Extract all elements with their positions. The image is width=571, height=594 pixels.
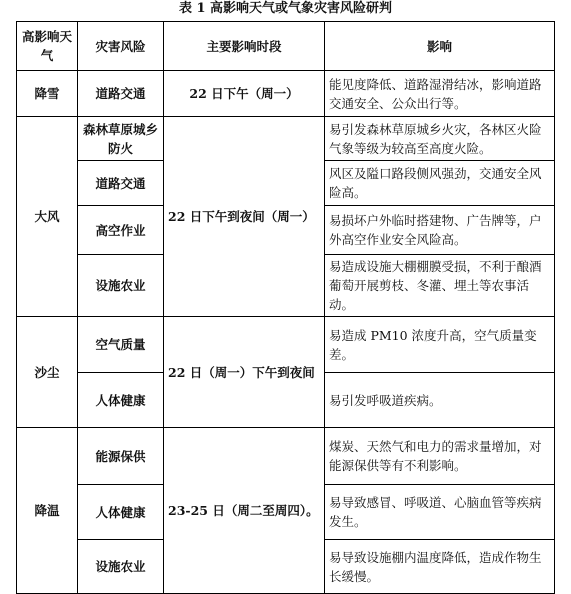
time-cell: 22 日下午（周一） — [164, 71, 325, 117]
impact-cell: 煤炭、天然气和电力的需求量增加，对能源保供等有不利影响。 — [325, 428, 555, 485]
impact-cell: 易导致感冒、呼吸道、心脑血管等疾病发生。 — [325, 485, 555, 540]
weather-cell: 降雪 — [17, 71, 78, 117]
risk-cell: 能源保供 — [78, 428, 164, 485]
impact-cell: 易引发森林草原城乡火灾，各林区火险气象等级为较高至高度火险。 — [325, 117, 555, 161]
table-row — [17, 317, 555, 373]
impact-cell: 易造成 PM10 浓度升高，空气质量变差。 — [325, 317, 555, 373]
impact-cell: 易引发呼吸道疾病。 — [325, 373, 555, 428]
weather-cell: 沙尘 — [17, 317, 78, 428]
time-cell: 22 日（周一）下午到夜间 — [164, 317, 325, 428]
time-cell: 22 日下午到夜间（周一） — [164, 117, 325, 317]
risk-cell: 设施农业 — [78, 540, 164, 594]
table-row — [17, 117, 555, 161]
header-risk: 灾害风险 — [78, 22, 164, 71]
table-row — [17, 428, 555, 485]
time-cell: 23-25 日（周二至周四）。 — [164, 428, 325, 594]
table-caption: 表 1 高影响天气或气象灾害风险研判 — [178, 1, 393, 16]
impact-cell: 能见度降低、道路湿滑结冰，影响道路交通安全、公众出行等。 — [325, 71, 555, 117]
risk-cell: 人体健康 — [78, 485, 164, 540]
table-row — [17, 71, 555, 117]
header-time: 主要影响时段 — [164, 22, 325, 71]
impact-cell: 风区及隘口路段侧风强劲，交通安全风险高。 — [325, 161, 555, 206]
risk-cell: 高空作业 — [78, 206, 164, 255]
risk-cell: 森林草原城乡防火 — [78, 117, 164, 161]
risk-cell: 人体健康 — [78, 373, 164, 428]
impact-cell: 易导致设施棚内温度降低，造成作物生长缓慢。 — [325, 540, 555, 594]
risk-cell: 道路交通 — [78, 161, 164, 206]
header-weather: 高影响天气 — [17, 22, 78, 71]
risk-assessment-table — [16, 21, 555, 594]
impact-cell: 易损坏户外临时搭建物、广告牌等，户外高空作业安全风险高。 — [325, 206, 555, 255]
weather-cell: 大风 — [17, 117, 78, 317]
risk-cell: 空气质量 — [78, 317, 164, 373]
risk-cell: 道路交通 — [78, 71, 164, 117]
weather-cell: 降温 — [17, 428, 78, 594]
table-header-row — [17, 22, 555, 71]
header-impact: 影响 — [325, 22, 555, 71]
risk-cell: 设施农业 — [78, 255, 164, 317]
impact-cell: 易造成设施大棚棚膜受损，不利于酿酒葡萄开展剪枝、冬灌、埋土等农事活动。 — [325, 255, 555, 317]
